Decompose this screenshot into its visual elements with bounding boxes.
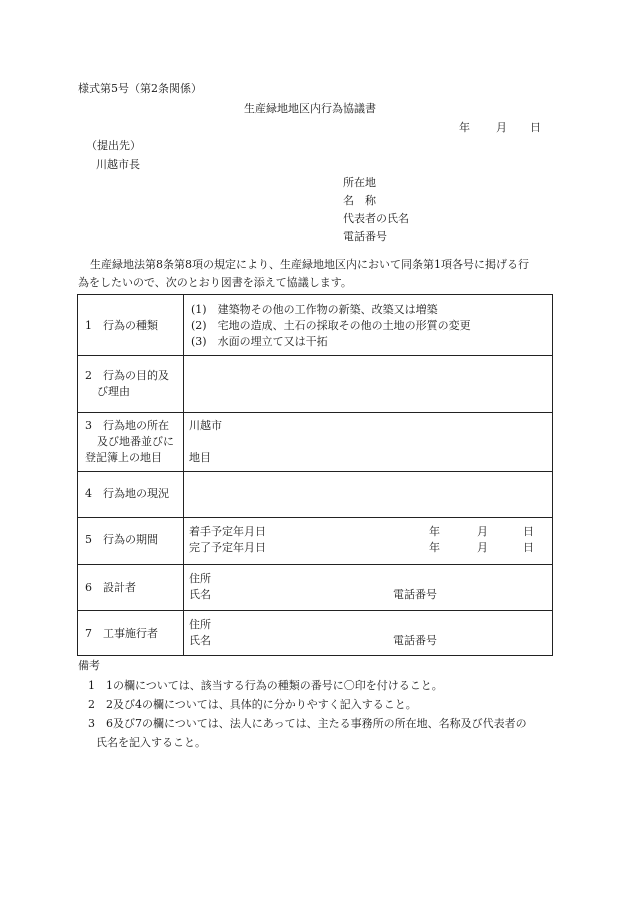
contractor-address-label: 住所 — [189, 618, 211, 631]
start-day-label: 日 — [523, 525, 534, 538]
intro-line-1: 生産緑地法第8条第8項の規定により、生産緑地地区内において同条第1項各号に掲げる行 — [90, 258, 529, 271]
row6-label: 6 設計者 — [85, 581, 136, 594]
end-month-label: 月 — [477, 541, 488, 554]
applicant-phone-label: 電話番号 — [343, 230, 387, 243]
row4-label: 4 行為地の現況 — [85, 487, 169, 500]
row3-label-line-2: 及び地番並びに — [97, 435, 174, 448]
purpose-field[interactable] — [184, 356, 552, 412]
applicant-name-label: 名 称 — [343, 194, 376, 207]
table-border-right — [552, 294, 553, 656]
table-border-bottom — [77, 655, 553, 656]
date-month-label: 月 — [496, 121, 507, 134]
designer-address-label: 住所 — [189, 572, 211, 585]
row-divider — [77, 412, 553, 413]
recipient-name: 川越市長 — [96, 158, 140, 171]
note-item: 2 2及び4の欄については、具体的に分かりやすく記入すること。 — [88, 698, 417, 711]
start-date-label: 着手予定年月日 — [189, 525, 266, 538]
applicant-representative-label: 代表者の氏名 — [343, 212, 409, 225]
end-day-label: 日 — [523, 541, 534, 554]
designer-phone-label: 電話番号 — [393, 588, 437, 601]
document-title: 生産緑地地区内行為協議書 — [244, 102, 376, 115]
row2-label-line-2: び理由 — [97, 385, 130, 398]
row5-label: 5 行為の期間 — [85, 533, 158, 546]
recipient-label: （提出先） — [86, 139, 141, 152]
row3-label-line-1: 3 行為地の所在 — [85, 419, 169, 432]
row3-label-line-3: 登記簿上の地目 — [85, 451, 162, 464]
activity-type-option: (3) 水面の埋立て又は干拓 — [191, 335, 328, 348]
form-number: 様式第5号（第2条関係） — [78, 82, 202, 95]
location-city-prefix: 川越市 — [189, 419, 222, 432]
row2-label-line-1: 2 行為の目的及 — [85, 369, 169, 382]
row-divider — [77, 517, 553, 518]
start-month-label: 月 — [477, 525, 488, 538]
end-year-label: 年 — [429, 541, 440, 554]
note-item: 1 1の欄については、該当する行為の種類の番号に〇印を付けること。 — [88, 679, 443, 692]
date-year-label: 年 — [459, 121, 470, 134]
row1-label: 1 行為の種類 — [85, 319, 158, 332]
start-year-label: 年 — [429, 525, 440, 538]
activity-type-option: (1) 建築物その他の工作物の新築、改築又は増築 — [191, 303, 438, 316]
row7-label: 7 工事施行者 — [85, 627, 158, 640]
intro-line-2: 為をしたいので、次のとおり図書を添えて協議します。 — [78, 276, 352, 289]
activity-type-option: (2) 宅地の造成、土石の採取その他の土地の形質の変更 — [191, 319, 471, 332]
row-divider — [77, 610, 553, 611]
contractor-name-label: 氏名 — [189, 634, 211, 647]
note-item: 3 6及び7の欄については、法人にあっては、主たる事務所の所在地、名称及び代表者の — [88, 717, 527, 730]
note-item-continuation: 氏名を記入すること。 — [96, 736, 206, 749]
table-border-left — [77, 294, 78, 656]
current-condition-field[interactable] — [184, 472, 552, 517]
table-border-top — [77, 294, 553, 295]
consultation-table — [77, 294, 553, 656]
row-divider — [77, 564, 553, 565]
land-category-label: 地目 — [189, 451, 211, 464]
end-date-label: 完了予定年月日 — [189, 541, 266, 554]
date-day-label: 日 — [530, 121, 541, 134]
notes-heading: 備考 — [78, 659, 100, 672]
designer-name-label: 氏名 — [189, 588, 211, 601]
contractor-phone-label: 電話番号 — [393, 634, 437, 647]
applicant-address-label: 所在地 — [343, 176, 376, 189]
